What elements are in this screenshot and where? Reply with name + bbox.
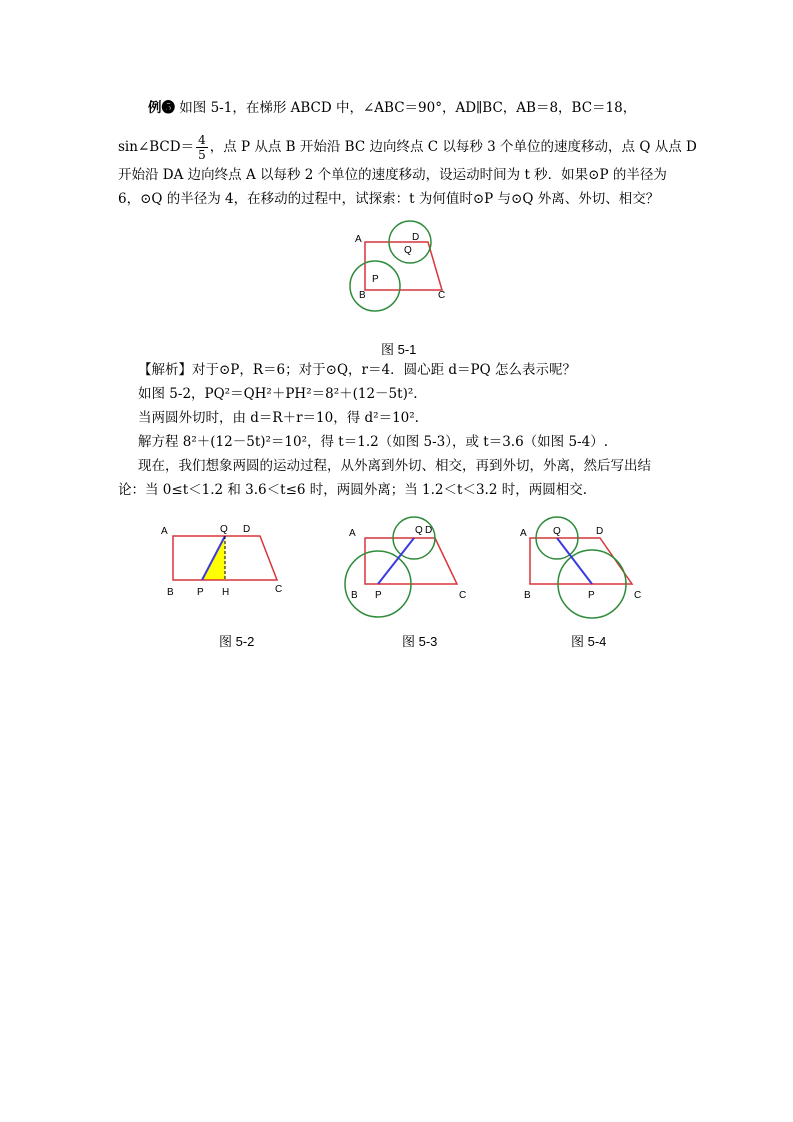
label-p: P — [372, 274, 379, 285]
label-p: P — [588, 590, 595, 601]
segment-pq — [557, 538, 592, 584]
figure-5-4 — [510, 508, 650, 628]
label-q: Q — [553, 526, 561, 537]
figure-5-2 — [155, 518, 295, 608]
solution-line-4: 解方程 8²＋(12－5t)²＝10²，得 t＝1.2（如图 5-3），或 t＝3.6（如图 5-4）. — [138, 434, 608, 450]
solution-line-1: 【解析】对于⊙P，R＝6；对于⊙Q，r＝4．圆心距 d＝PQ 怎么表示呢？ — [138, 362, 576, 378]
solution-line-2: 如图 5-2，PQ²＝QH²＋PH²＝8²＋(12－5t)². — [138, 386, 418, 402]
problem-line-2 — [118, 127, 697, 167]
label-p: P — [375, 590, 382, 601]
caption-5-3: 图 5-3 — [402, 634, 438, 649]
label-a: A — [520, 528, 527, 539]
fraction-numerator: 4 — [198, 133, 206, 147]
problem-line-1-text: 如图 5-1，在梯形 ABCD 中，∠ABC＝90°，AD∥BC，AB＝8，BC＝18， — [175, 100, 637, 116]
label-a: A — [349, 528, 356, 539]
label-q: Q — [404, 245, 412, 256]
label-b: B — [167, 587, 174, 598]
label-d: D — [596, 526, 604, 537]
example-label: 例❺ — [148, 100, 175, 116]
problem-line-3: 开始沿 DA 边向终点 A 以每秒 2 个单位的速度移动，设运动时间为 t 秒．如果⊙P 的半径为 — [118, 167, 667, 183]
label-d: D — [425, 525, 433, 536]
figure-5-3 — [335, 508, 475, 618]
label-c: C — [275, 584, 283, 595]
problem-line-1 — [148, 98, 636, 118]
fraction — [196, 133, 208, 162]
label-b: B — [351, 590, 358, 601]
problem-line-2-text: ，点 P 从点 B 开始沿 BC 边向终点 C 以每秒 3 个单位的速度移动，点 Q 从点 D — [209, 139, 697, 155]
label-p: P — [197, 587, 204, 598]
sin-expression: sin∠BCD＝ — [118, 139, 195, 155]
label-c: C — [634, 590, 642, 601]
label-a: A — [355, 234, 362, 245]
label-b: B — [524, 590, 531, 601]
solution-line-5: 现在，我们想象两圆的运动过程，从外离到外切、相交，再到外切，外离，然后写出结 — [138, 458, 651, 474]
label-q: Q — [415, 525, 423, 536]
caption-5-1: 图 5-1 — [381, 342, 417, 357]
figure-5-1 — [340, 220, 470, 330]
segment-pq — [378, 538, 414, 584]
problem-line-4: 6，⊙Q 的半径为 4，在移动的过程中，试探索：t 为何值时⊙P 与⊙Q 外离、外切、相交？ — [118, 191, 660, 207]
caption-5-2: 图 5-2 — [219, 634, 255, 649]
label-h: H — [222, 587, 230, 598]
caption-5-4: 图 5-4 — [571, 634, 607, 649]
label-q: Q — [220, 524, 228, 535]
label-b: B — [359, 290, 366, 301]
label-c: C — [459, 590, 467, 601]
label-d: D — [412, 232, 420, 243]
fraction-denominator: 5 — [198, 148, 206, 162]
label-c: C — [438, 290, 446, 301]
circle-p — [350, 261, 400, 311]
label-d: D — [243, 524, 251, 535]
solution-line-6: 论：当 0≤t＜1.2 和 3.6＜t≤6 时，两圆外离；当 1.2＜t＜3.2 时，两圆相交. — [118, 482, 587, 498]
label-a: A — [161, 526, 168, 537]
solution-line-3: 当两圆外切时，由 d＝R＋r＝10，得 d²＝10². — [138, 410, 419, 426]
